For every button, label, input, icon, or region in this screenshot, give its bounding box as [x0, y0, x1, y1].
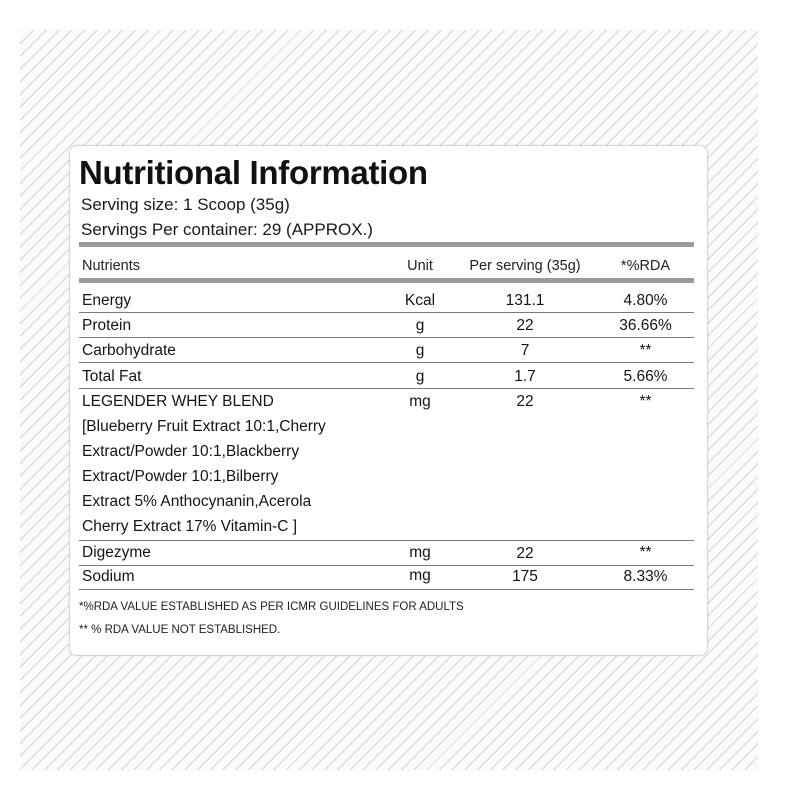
nutrient-per-serving: 7 — [520, 342, 530, 359]
nutrient-unit: g — [415, 342, 425, 359]
nutrient-rda: 36.66% — [619, 317, 672, 334]
column-header-rda: *%RDA — [620, 258, 671, 274]
nutrient-per-serving: 22 — [516, 393, 534, 410]
nutrient-rda: 4.80% — [623, 292, 668, 309]
servings-per-container-text: Servings Per container: 29 (APPROX.) — [81, 220, 373, 239]
nutrient-per-serving: 175 — [512, 568, 538, 585]
nutrient-rda: ** — [639, 544, 652, 561]
nutrition-label-card — [69, 145, 708, 656]
row-divider — [79, 362, 694, 363]
nutrient-per-serving: 22 — [516, 545, 534, 562]
header-bottom-divider — [79, 278, 694, 283]
row-divider — [79, 388, 694, 389]
nutrient-name: LEGENDER WHEY BLEND — [82, 393, 274, 410]
nutrient-per-serving: 22 — [516, 317, 534, 334]
nutrient-per-serving: 131.1 — [505, 292, 545, 309]
nutrient-name: Energy — [82, 292, 132, 309]
footnote-rda-not-established: ** % RDA VALUE NOT ESTABLISHED. — [79, 624, 281, 636]
blend-detail-line: Extract/Powder 10:1,Bilberry — [82, 468, 279, 485]
row-divider — [79, 337, 694, 338]
nutrient-name: Carbohydrate — [82, 342, 176, 359]
nutrient-unit: g — [415, 317, 425, 334]
nutrient-name: Protein — [82, 317, 132, 334]
nutrient-name: Total Fat — [82, 368, 142, 385]
page-title: Nutritional Information — [79, 154, 428, 191]
nutrient-per-serving: 1.7 — [514, 368, 536, 385]
nutrient-rda: 8.33% — [623, 568, 668, 585]
nutrient-unit: mg — [409, 567, 431, 584]
row-divider — [79, 565, 694, 566]
header-top-divider — [79, 242, 694, 247]
column-header-unit: Unit — [407, 258, 433, 274]
blend-detail-line: Cherry Extract 17% Vitamin-C ] — [82, 518, 298, 535]
nutrient-unit: g — [415, 368, 425, 385]
nutrient-unit: mg — [409, 544, 431, 561]
blend-detail-line: [Blueberry Fruit Extract 10:1,Cherry — [82, 418, 326, 435]
row-divider — [79, 312, 694, 313]
row-divider — [79, 540, 694, 541]
nutrient-unit: Kcal — [404, 292, 436, 309]
nutrient-rda: 5.66% — [623, 368, 668, 385]
blend-detail-line: Extract/Powder 10:1,Blackberry — [82, 443, 300, 460]
footnote-rda-established: *%RDA VALUE ESTABLISHED AS PER ICMR GUIDELINES FOR ADULTS — [79, 601, 464, 613]
nutrient-unit: mg — [409, 393, 431, 410]
row-divider — [79, 589, 694, 590]
blend-detail-line: Extract 5% Anthocynanin,Acerola — [82, 493, 312, 510]
nutrient-rda: ** — [639, 342, 652, 359]
column-header-per-serving: Per serving (35g) — [469, 258, 581, 274]
serving-size-text: Serving size: 1 Scoop (35g) — [81, 195, 290, 214]
nutrient-name: Digezyme — [82, 544, 151, 561]
nutrient-name: Sodium — [82, 568, 135, 585]
column-header-nutrients: Nutrients — [82, 258, 141, 274]
nutrient-rda: ** — [639, 393, 652, 410]
